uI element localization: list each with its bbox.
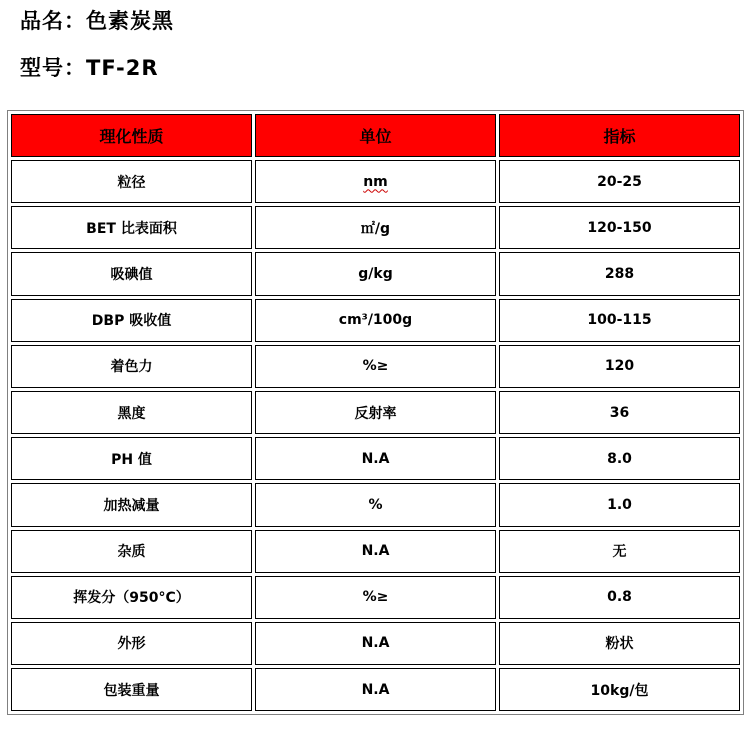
table-row [11, 299, 740, 342]
table-row [11, 345, 740, 388]
product-name: 品名：色素炭黑 [20, 9, 174, 33]
cell-unit: % [255, 483, 496, 526]
table-row [11, 206, 740, 249]
cell-value: 288 [499, 252, 740, 295]
cell-unit: g/kg [255, 252, 496, 295]
cell-unit: 反射率 [255, 391, 496, 434]
table-row [11, 530, 740, 573]
cell-property: 黑度 [11, 391, 252, 434]
cell-unit: N.A [255, 530, 496, 573]
cell-value: 粉状 [499, 622, 740, 665]
cell-property: BET 比表面积 [11, 206, 252, 249]
cell-value: 100-115 [499, 299, 740, 342]
column-header-property: 理化性质 [11, 114, 252, 157]
table-row [11, 437, 740, 480]
cell-value: 20-25 [499, 160, 740, 203]
table-row [11, 576, 740, 619]
cell-property: PH 值 [11, 437, 252, 480]
table-row [11, 668, 740, 711]
cell-unit: %≥ [255, 576, 496, 619]
cell-unit: ㎡/g [255, 206, 496, 249]
column-header-unit: 单位 [255, 114, 496, 157]
cell-property: 粒径 [11, 160, 252, 203]
cell-unit: cm³/100g [255, 299, 496, 342]
cell-unit-text: nm [363, 173, 388, 190]
product-model: 型号：TF-2R [20, 56, 159, 80]
cell-property: 着色力 [11, 345, 252, 388]
cell-value: 1.0 [499, 483, 740, 526]
cell-value: 8.0 [499, 437, 740, 480]
cell-unit: N.A [255, 622, 496, 665]
table-row [11, 391, 740, 434]
cell-property: 外形 [11, 622, 252, 665]
cell-property: 加热减量 [11, 483, 252, 526]
cell-property: 包装重量 [11, 668, 252, 711]
cell-value: 无 [499, 530, 740, 573]
cell-value: 120-150 [499, 206, 740, 249]
table-row [11, 252, 740, 295]
cell-value: 120 [499, 345, 740, 388]
cell-property: 挥发分（950°C） [11, 576, 252, 619]
cell-value: 36 [499, 391, 740, 434]
cell-value: 10kg/包 [499, 668, 740, 711]
cell-unit: %≥ [255, 345, 496, 388]
spec-table [7, 110, 744, 715]
column-header-value: 指标 [499, 114, 740, 157]
table-header-row [11, 114, 740, 157]
cell-unit: N.A [255, 437, 496, 480]
cell-property: 杂质 [11, 530, 252, 573]
cell-value: 0.8 [499, 576, 740, 619]
cell-unit: N.A [255, 668, 496, 711]
table-row [11, 483, 740, 526]
cell-property: DBP 吸收值 [11, 299, 252, 342]
cell-property: 吸碘值 [11, 252, 252, 295]
table-row [11, 622, 740, 665]
table-row [11, 160, 740, 203]
cell-unit [255, 160, 496, 203]
